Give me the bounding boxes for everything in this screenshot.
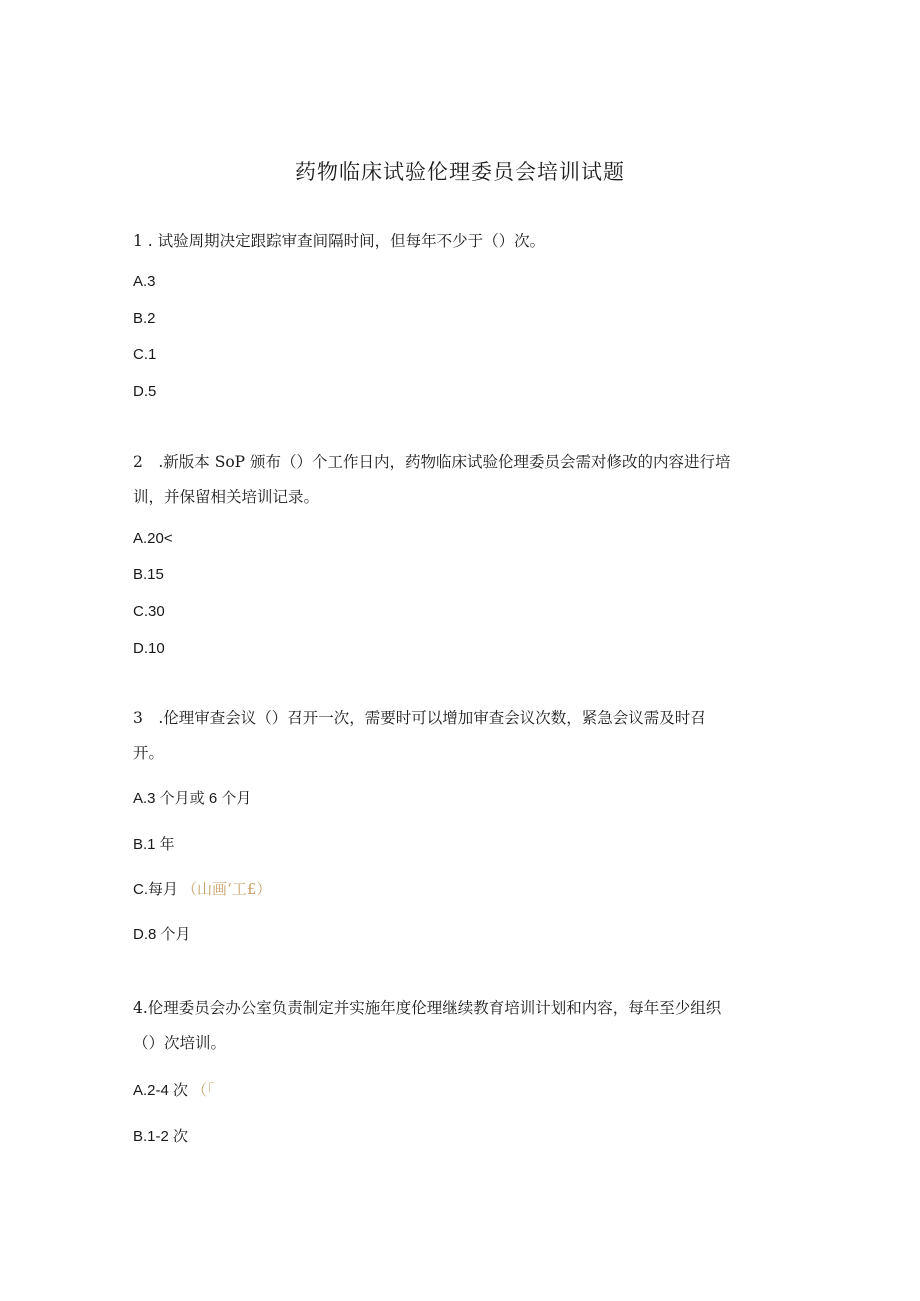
question-2-line-2: 训，并保留相关培训记录。 (133, 488, 320, 506)
question-4-option-a-stamp-mark: （「 (192, 1081, 215, 1099)
question-3-option-c-text: C.每月 (133, 881, 179, 898)
question-4-option-a (133, 1079, 215, 1100)
question-2-option-b: B.15 (133, 566, 164, 583)
question-3-line-1: 3 .伦理审查会议（）召开一次，需要时可以增加审查会议次数，紧急会议需及时召 (133, 709, 706, 727)
question-1-line-1: 1 . 试验周期决定跟踪审查间隔时间，但每年不少于（）次。 (133, 232, 546, 250)
question-1-option-d: D.5 (133, 383, 157, 400)
question-4-line-1: 4.伦理委员会办公室负责制定并实施年度伦理继续教育培训计划和内容，每年至少组织 (133, 999, 722, 1017)
question-4-option-a-text: A.2-4 次 (133, 1082, 189, 1099)
question-1-option-b: B.2 (133, 310, 156, 327)
question-2-line-1: 2 .新版本 SoP 颁布（）个工作日内，药物临床试验伦理委员会需对修改的内容进行培 (133, 453, 731, 471)
question-3-line-2: 开。 (133, 744, 165, 762)
question-4-line-2: （）次培训。 (133, 1034, 227, 1052)
question-2-option-c: C.30 (133, 603, 165, 620)
question-3-option-d: D.8 个月 (133, 926, 191, 943)
question-2-option-d: D.10 (133, 640, 165, 657)
question-3-option-c (133, 878, 271, 899)
question-4-option-b: B.1-2 次 (133, 1128, 189, 1145)
question-2-option-a: A.20< (133, 530, 173, 547)
document-title: 药物临床试验伦理委员会培训试题 (295, 160, 625, 184)
question-1-option-a: A.3 (133, 273, 156, 290)
question-1-option-c: C.1 (133, 346, 157, 363)
question-3-option-c-stamp-mark: （山画‘工£） (182, 880, 272, 898)
question-3-option-a: A.3 个月或 6 个月 (133, 790, 252, 807)
question-3-option-b: B.1 年 (133, 836, 175, 853)
